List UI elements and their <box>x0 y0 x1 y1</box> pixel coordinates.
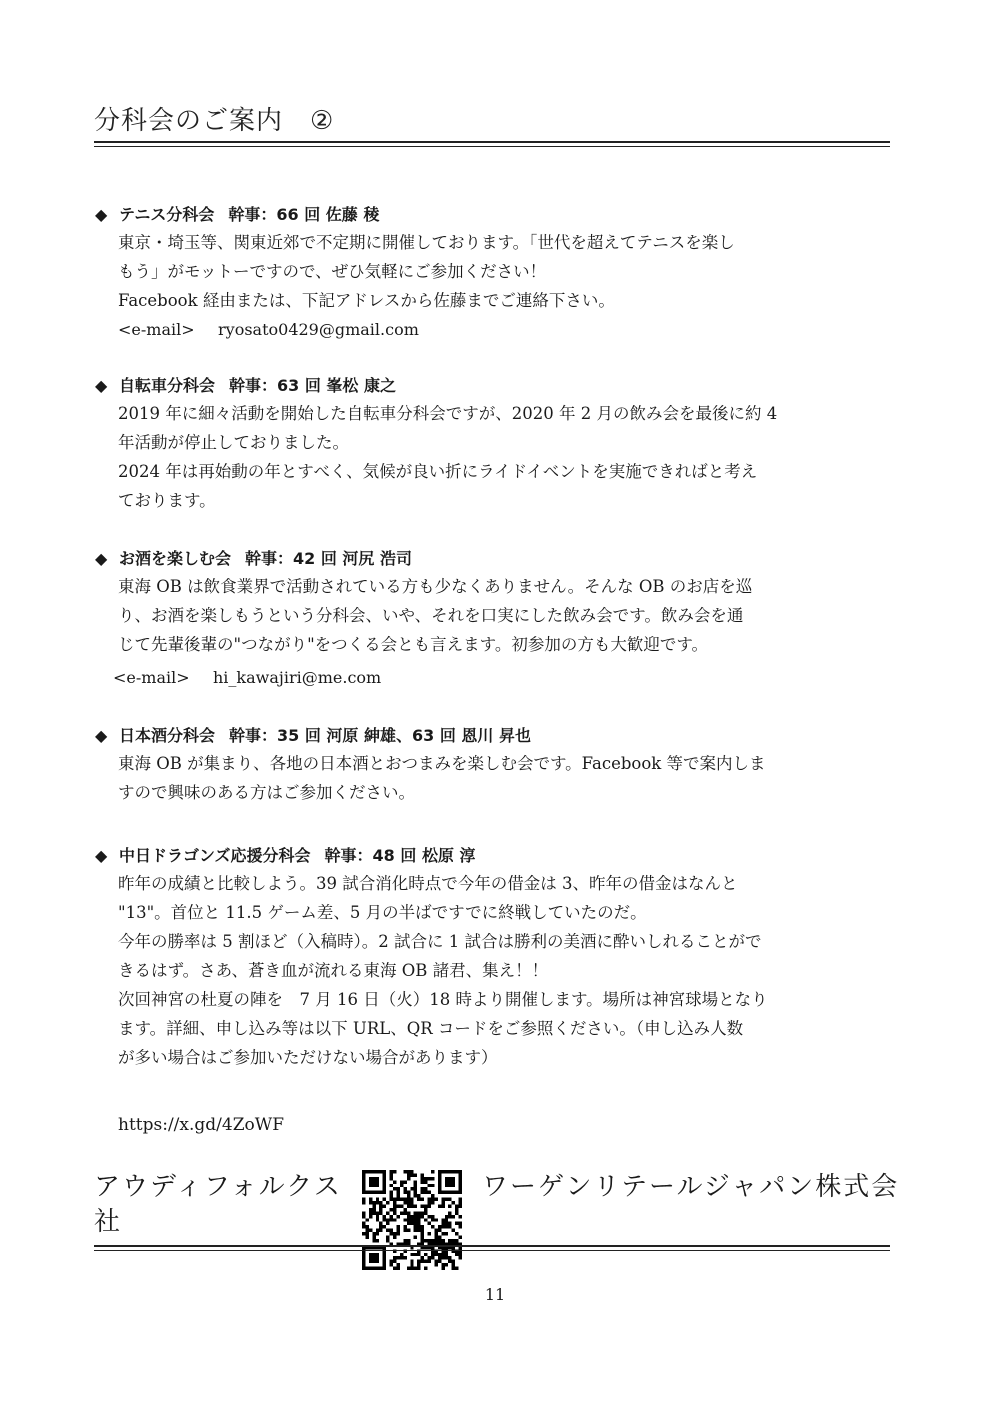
section-bicycle <box>95 373 895 515</box>
section-heading <box>95 546 895 572</box>
body-line: ます。詳細、申し込み等は以下 URL、QR コードをご参照ください。（申し込み人数 <box>118 1019 744 1038</box>
page-number: 11 <box>484 1285 506 1304</box>
body-line: ております。 <box>118 491 216 510</box>
body-line: すので興味のある方はご参加ください。 <box>118 783 415 802</box>
section-name: お酒を楽しむ会 <box>119 549 232 568</box>
body-line: 東海 OB が集まり、各地の日本酒とおつまみを楽しむ会です。Facebook 等で案内しま <box>118 754 766 773</box>
body-line: 2019 年に細々活動を開始した自転車分科会ですが、2020 年 2 月の飲み会を最後に約 4 <box>118 404 778 423</box>
section-heading <box>95 723 895 749</box>
email-link[interactable]: ryosato0429@gmail.com <box>218 320 419 339</box>
event-url-link[interactable]: https://x.gd/4ZoWF <box>118 1115 285 1135</box>
section-heading <box>95 373 895 399</box>
section-name: 自転車分科会 <box>119 376 216 395</box>
section-name: テニス分科会 <box>119 205 215 224</box>
section-organizer: 幹事：35 回 河原 紳雄、63 回 恩川 昇也 <box>229 726 531 745</box>
email-label: <e-mail> <box>118 320 195 339</box>
body-line: じて先輩後輩の"つながり"をつくる会とも言えます。初参加の方も大歓迎です。 <box>118 635 709 654</box>
body-line: 年活動が停止しておりました。 <box>118 433 349 452</box>
body-line: "13"。首位と 11.5 ゲーム差、5 月の半ばですでに終戦していたのだ。 <box>118 903 647 922</box>
section-dragons <box>95 843 895 1072</box>
section-organizer: 幹事：48 回 松原 淳 <box>324 846 476 865</box>
email-line <box>95 663 895 692</box>
section-name: 中日ドラゴンズ応援分科会 <box>119 846 311 865</box>
body-line: 2024 年は再始動の年とすべく、気候が良い折にライドイベントを実施できればと考え <box>118 462 758 481</box>
body-line: Facebook 経由または、下記アドレスから佐藤までご連絡下さい。 <box>118 291 615 310</box>
email-line <box>118 315 895 344</box>
body-line: り、お酒を楽しもうという分科会、いや、それを口実にした飲み会です。飲み会を通 <box>118 606 744 625</box>
body-line: が多い場合はご参加いただけない場合があります） <box>118 1048 498 1067</box>
diamond-bullet-icon: ◆ <box>95 549 108 568</box>
section-organizer: 幹事：63 回 峯松 康之 <box>229 376 396 395</box>
section-organizer: 幹事：42 回 河尻 浩司 <box>245 549 412 568</box>
section-heading <box>95 843 895 869</box>
body-line: 今年の勝率は 5 割ほど（入稿時）。2 試合に 1 試合は勝利の美酒に酔いしれることがで <box>118 932 762 951</box>
page-title: 分科会のご案内 ② <box>94 106 335 136</box>
sponsor-right: ワーゲンリテールジャパン株式会 <box>482 1172 900 1202</box>
diamond-bullet-icon: ◆ <box>95 726 108 745</box>
email-label: <e-mail> <box>113 668 190 687</box>
section-nihonshu <box>95 723 895 807</box>
diamond-bullet-icon: ◆ <box>95 376 108 395</box>
diamond-bullet-icon: ◆ <box>95 205 108 224</box>
email-link[interactable]: hi_kawajiri@me.com <box>213 668 382 687</box>
body-line: 昨年の成績と比較しよう。39 試合消化時点で今年の借金は 3、昨年の借金はなんと <box>118 874 738 893</box>
body-line: もう」がモットーですので、ぜひ気軽にご参加ください！ <box>118 262 547 281</box>
body-line: 東海 OB は飲食業界で活動されている方も少なくありません。そんな OB のお店を巡 <box>118 577 753 596</box>
section-tennis <box>95 202 895 344</box>
footer-divider <box>94 1245 890 1251</box>
qr-code-icon[interactable] <box>362 1170 462 1270</box>
diamond-bullet-icon: ◆ <box>95 846 108 865</box>
section-name: 日本酒分科会 <box>119 726 216 745</box>
section-organizer: 幹事：66 回 佐藤 稜 <box>228 205 380 224</box>
section-heading <box>95 202 895 228</box>
body-line: きるはず。さあ、蒼き血が流れる東海 OB 諸君、集え！！ <box>118 961 549 980</box>
body-line: 東京・埼玉等、関東近郊で不定期に開催しております。「世代を超えてテニスを楽し <box>118 233 735 252</box>
header-divider <box>94 141 890 147</box>
body-line: 次回神宮の杜夏の陣を 7 月 16 日（火）18 時より開催します。場所は神宮球場となり <box>118 990 768 1009</box>
sponsor-left: アウディフォルクス社 <box>94 1172 342 1237</box>
section-sake-club <box>95 546 895 692</box>
